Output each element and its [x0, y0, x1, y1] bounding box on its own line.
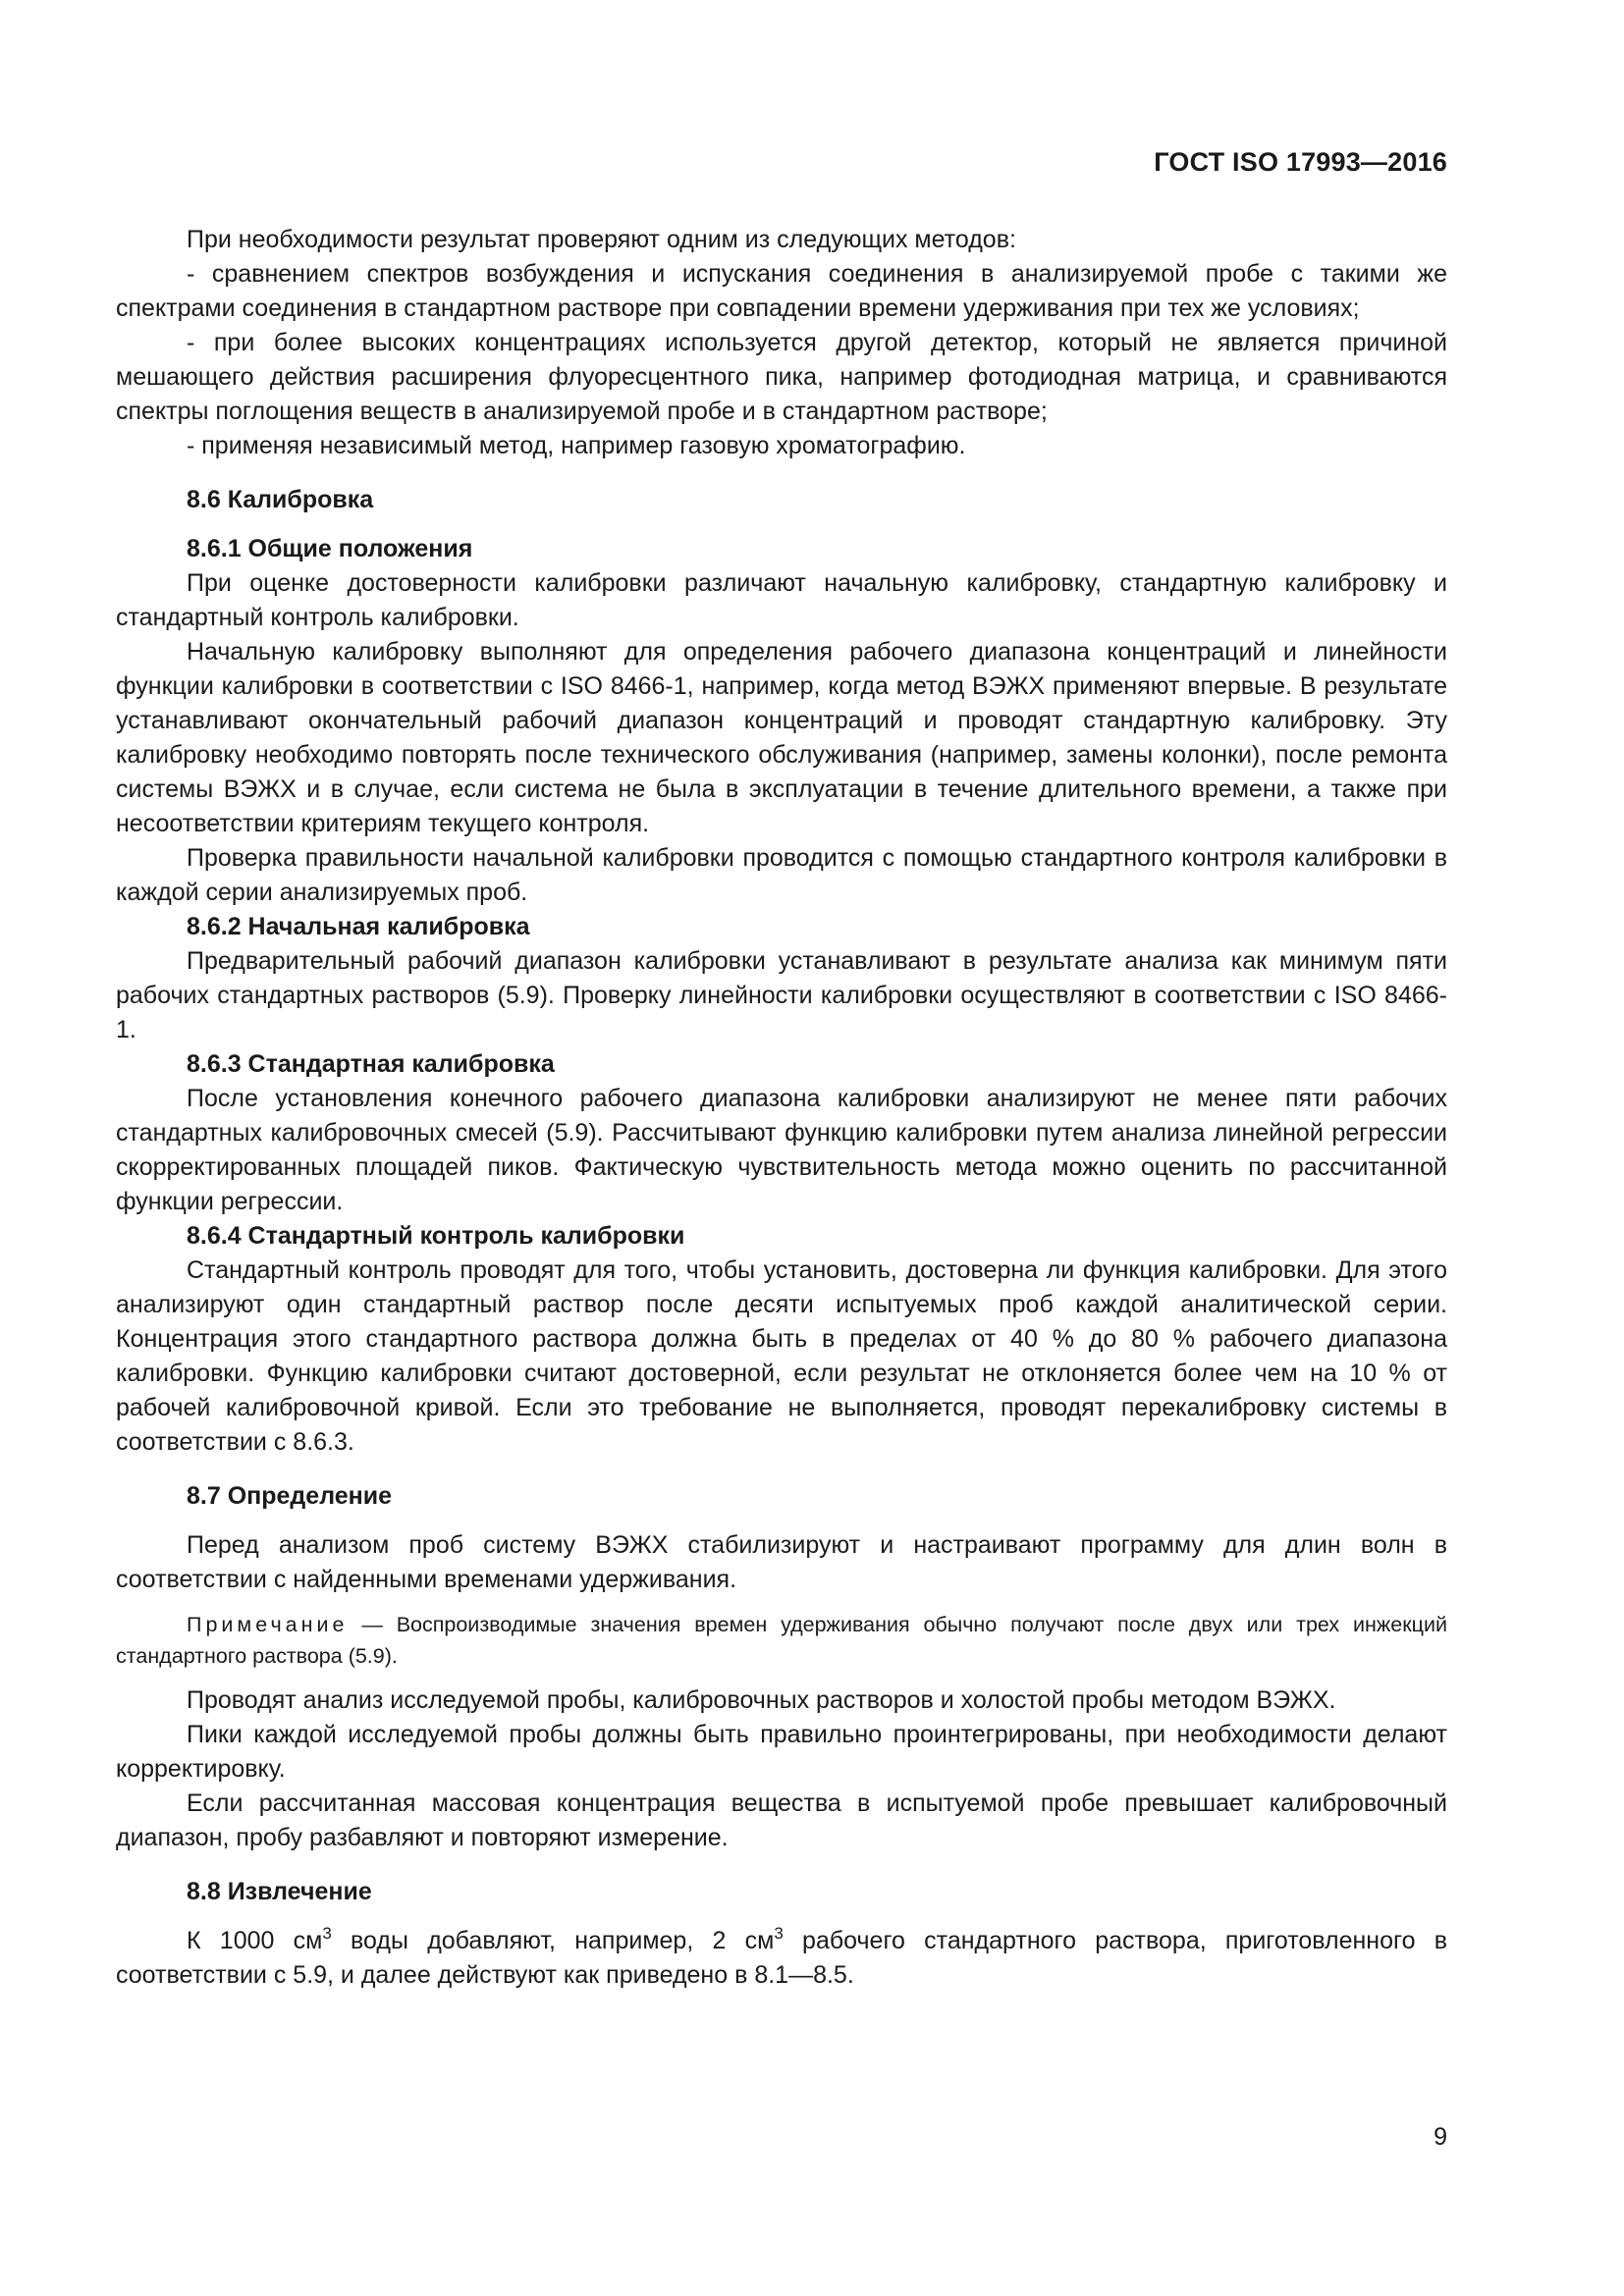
paragraph: Проверка правильности начальной калибровки проводится с помощью стандартного контроля калибровки в каждой серии анализируемых проб. [116, 844, 1447, 906]
document-page [116, 0, 1447, 2296]
text-run: рабочего стандартного раствора, приготовленного в соответствии с 5.9, и далее действуют как приведено в 8.1—8.5. [116, 1927, 1448, 1989]
paragraph: - применяя независимый метод, например газовую хроматографию. [187, 432, 966, 459]
paragraph: При необходимости результат проверяют одним из следующих методов: [187, 226, 1016, 253]
subsection-heading-8-6-3: 8.6.3 Стандартная калибровка [187, 1050, 555, 1078]
note-label: Примечание [187, 1613, 349, 1636]
paragraph: После установления конечного рабочего диапазона калибровки анализируют не менее пяти рабочих стандартных калибровочных смесей (5.9). Рассчитывают функцию калибровки путем анализа линейной регрессии скорректированных площадей пиков. Фактическую чувствительность метода можно оценить по рассчитанной функции регрессии. [116, 1085, 1447, 1215]
note-text: — Воспроизводимые значения времен удерживания обычно получают после двух или трех инжекций стандартного раствора (5.9). [116, 1613, 1447, 1668]
paragraph: Предварительный рабочий диапазон калибровки устанавливают в результате анализа как минимум пяти рабочих стандартных растворов (5.9). Проверку линейности калибровки осуществляют в соответствии с ISO 8466-1. [116, 947, 1447, 1043]
paragraph: Пики каждой исследуемой пробы должны быть правильно проинтегрированы, при необходимости делают корректировку. [116, 1721, 1447, 1783]
subsection-heading-8-6-1: 8.6.1 Общие положения [187, 535, 473, 562]
paragraph [116, 1924, 1447, 1993]
text-run: К 1000 см [187, 1927, 323, 1954]
paragraph: - при более высоких концентрациях используется другой детектор, который не является причиной мешающего действия расширения флуоресцентного пика, например фотодиодная матрица, и сравниваются спектры поглощения веществ в анализируемой пробе и в стандартном растворе; [116, 329, 1447, 425]
document-body [116, 223, 1447, 1993]
subsection-heading-8-6-2: 8.6.2 Начальная калибровка [187, 913, 530, 940]
paragraph: При оценке достоверности калибровки различают начальную калибровку, стандартную калибровку и стандартный контроль калибровки. [116, 569, 1447, 631]
note [116, 1609, 1447, 1672]
document-header: ГОСТ ISO 17993—2016 [1154, 147, 1447, 177]
paragraph: Стандартный контроль проводят для того, чтобы установить, достоверна ли функция калибровки. Для этого анализируют один стандартный раствор после десяти испытуемых проб каждой аналитической серии. Концентрация этого стандартного раствора должна быть в пределах от 40 % до 80 % рабочего диапазона калибровки. Функцию калибровки считают достоверной, если результат не отклоняется более чем на 10 % от рабочей калибровочной кривой. Если это требование не выполняется, проводят перекалибровку системы в соответствии с 8.6.3. [116, 1256, 1447, 1456]
paragraph: Начальную калибровку выполняют для определения рабочего диапазона концентраций и линейности функции калибровки в соответствии с ISO 8466-1, например, когда метод ВЭЖХ применяют впервые. В результате устанавливают окончательный рабочий диапазон концентраций и проводят стандартную калибровку. Эту калибровку необходимо повторять после технического обслуживания (например, замены колонки), после ремонта системы ВЭЖХ и в случае, если система не была в эксплуатации в течение длительного времени, а также при несоответствии критериям текущего контроля. [116, 638, 1447, 837]
subsection-heading-8-6-4: 8.6.4 Стандартный контроль калибровки [187, 1222, 685, 1250]
superscript: 3 [774, 1924, 784, 1943]
page-number: 9 [1434, 2123, 1447, 2151]
section-heading-8-7: 8.7 Определение [187, 1482, 393, 1510]
section-heading-8-8: 8.8 Извлечение [187, 1878, 372, 1905]
paragraph: Если рассчитанная массовая концентрация вещества в испытуемой пробе превышает калибровочный диапазон, пробу разбавляют и повторяют измерение. [116, 1789, 1447, 1851]
paragraph: Проводят анализ исследуемой пробы, калибровочных растворов и холостой пробы методом ВЭЖХ. [187, 1686, 1336, 1714]
paragraph: Перед анализом проб систему ВЭЖХ стабилизируют и настраивают программу для длин волн в соответствии с найденными временами удерживания. [116, 1531, 1447, 1593]
paragraph: - сравнением спектров возбуждения и испускания соединения в анализируемой пробе с такими же спектрами соединения в стандартном растворе при совпадении времени удерживания при тех же условиях; [116, 260, 1447, 322]
text-run: воды добавляют, например, 2 см [331, 1927, 775, 1954]
section-heading-8-6: 8.6 Калибровка [187, 486, 374, 513]
superscript: 3 [322, 1924, 332, 1943]
